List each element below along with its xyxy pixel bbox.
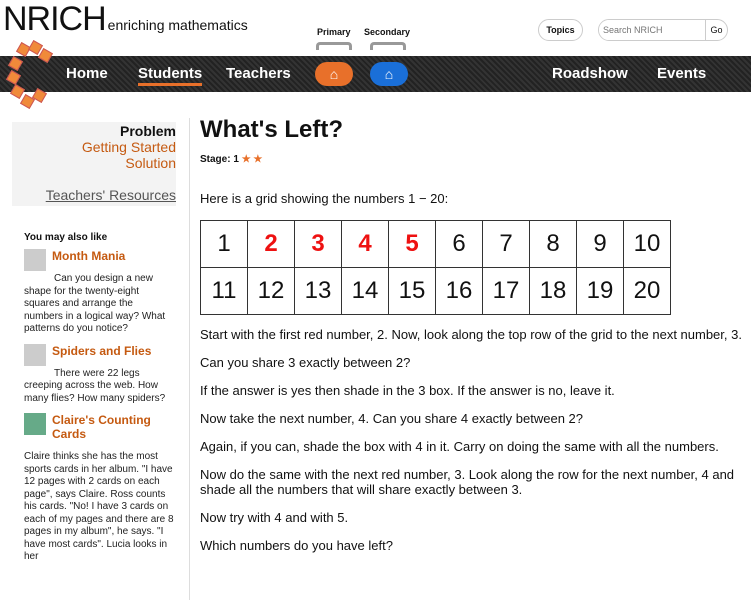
nrich-logo[interactable] [3,0,248,39]
grid-cell: 10 [624,221,671,268]
primary-brace [316,42,352,50]
nav-events[interactable]: Events [657,65,707,82]
problem-label: Problem [119,123,176,139]
grid-cell: 18 [530,268,577,315]
also-heading: You may also like [24,232,108,243]
grid-cell: 7 [483,221,530,268]
grid-cell: 14 [342,268,389,315]
secondary-brace [370,42,406,50]
number-grid [200,220,671,315]
teachers-resources-link[interactable]: Teachers' Resources [45,187,176,203]
related-desc: Can you design a new shape for the twenty-eight squares and arrange the numbers in a logical way? What patterns do you notice? [24,273,166,334]
instruction-paragraph: Start with the first red number, 2. Now, look along the top row of the grid to the next number, 3. [200,327,742,342]
search-box [598,19,728,41]
grid-cell: 20 [624,268,671,315]
calendar-icon [24,249,46,271]
related-item[interactable] [24,249,174,336]
grid-cell: 5 [389,221,436,268]
grid-cell: 4 [342,221,389,268]
grid-cell: 6 [436,221,483,268]
spider-web-icon [24,344,46,366]
related-desc: There were 22 legs creeping across the web. How many flies? How many spiders? [24,367,166,404]
grid-cell: 8 [530,221,577,268]
grid-cell: 3 [295,221,342,268]
grid-cell: 13 [295,268,342,315]
problem-content [200,116,745,566]
grid-cell: 11 [201,268,248,315]
grid-cell: 12 [248,268,295,315]
spiral-logo-icon [8,42,58,112]
related-title[interactable]: Claire's Counting Cards [52,413,151,441]
related-desc: Claire thinks she has the most sports cards in her album. "I have 12 pages with 2 cards on each page", says Claire. Ross counts his cards. "No! I have 3 cards on each of my pages and there are 8 pages in my album", he says. "I have most cards". Lucia looks in her [24,451,174,562]
divider [189,118,190,600]
star-icon: ★ ★ [241,154,263,165]
grid-cell: 1 [201,221,248,268]
related-item[interactable] [24,344,174,406]
stage-text: Stage: 1 [200,154,239,165]
secondary-label: Secondary [364,27,411,37]
topics-button[interactable]: Topics [538,19,583,41]
nav-teachers[interactable]: Teachers [226,65,291,82]
grid-cell: 16 [436,268,483,315]
nav-roadshow[interactable]: Roadshow [552,65,628,82]
solution-link[interactable]: Solution [125,155,176,171]
nav-students[interactable]: Students [138,65,202,86]
problem-nav [12,122,176,206]
instruction-paragraph: Can you share 3 exactly between 2? [200,355,411,370]
instruction-paragraph: Now try with 4 and with 5. [200,510,349,525]
go-button[interactable]: Go [705,20,727,40]
logo-text: NRICH [3,0,106,38]
stage-label [200,154,745,165]
instruction-paragraph: Now take the next number, 4. Can you share 4 exactly between 2? [200,411,584,426]
tagline: enriching mathematics [107,17,248,33]
related-item[interactable] [24,413,174,564]
instruction-paragraph: Which numbers do you have left? [200,538,393,553]
search-input[interactable] [599,20,705,40]
getting-started-link[interactable]: Getting Started [81,139,176,155]
page-title: What's Left? [200,116,344,143]
grid-cell: 9 [577,221,624,268]
nav-home[interactable]: Home [66,65,108,82]
grid-cell: 2 [248,221,295,268]
related-title[interactable]: Month Mania [52,249,126,263]
grid-cell: 17 [483,268,530,315]
grid-cell: 19 [577,268,624,315]
related-problems [24,232,174,572]
primary-label: Primary [317,27,351,37]
instruction-paragraph: If the answer is yes then shade in the 3 box. If the answer is no, leave it. [200,383,615,398]
secondary-home-icon[interactable]: ⌂ [370,62,408,86]
primary-home-icon[interactable]: ⌂ [315,62,353,86]
instruction-paragraph: Now do the same with the next red number, 3. Look along the row for the next number, 4 and shade all the numbers that will share exactly between 3. [200,467,735,497]
related-title[interactable]: Spiders and Flies [52,343,152,358]
cards-icon [24,413,46,435]
instruction-paragraph: Again, if you can, shade the box with 4 in it. Carry on doing the same with all the numbers. [200,439,719,454]
grid-cell: 15 [389,268,436,315]
main-nav [0,56,751,92]
intro-text: Here is a grid showing the numbers 1 − 20: [200,191,449,206]
